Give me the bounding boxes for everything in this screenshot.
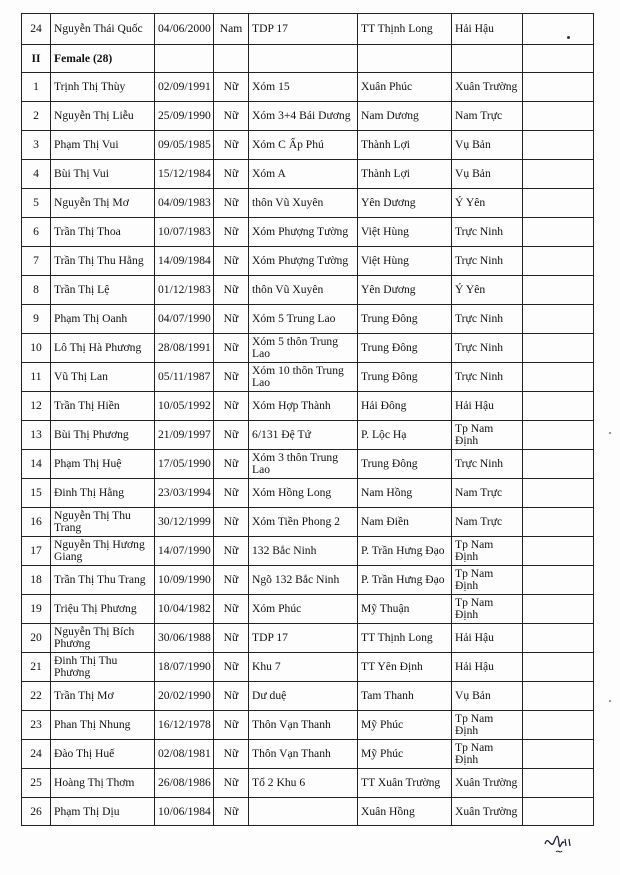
empty-cell	[214, 45, 249, 73]
district: Trực Ninh	[452, 305, 523, 334]
row-number: 16	[22, 508, 51, 537]
person-name: Trịnh Thị Thùy	[51, 73, 155, 102]
empty-cell	[523, 392, 594, 421]
empty-cell	[452, 45, 523, 73]
row-number: 9	[22, 305, 51, 334]
table-row	[22, 711, 594, 740]
district: Hải Hậu	[452, 392, 523, 421]
person-name: Bùi Thị Phương	[51, 421, 155, 450]
gender: Nữ	[214, 305, 249, 334]
row-number: 26	[22, 798, 51, 826]
commune: TT Thịnh Long	[358, 624, 452, 653]
table-row	[22, 392, 594, 421]
commune: Việt Hùng	[358, 247, 452, 276]
gender: Nữ	[214, 421, 249, 450]
gender: Nữ	[214, 479, 249, 508]
gender: Nữ	[214, 247, 249, 276]
person-name: Bùi Thị Vui	[51, 160, 155, 189]
row-number: 11	[22, 363, 51, 392]
empty-cell	[523, 363, 594, 392]
gender: Nữ	[214, 566, 249, 595]
empty-cell	[523, 682, 594, 711]
birth-date: 26/08/1986	[155, 769, 214, 798]
commune: TT Yên Định	[358, 653, 452, 682]
commune: Việt Hùng	[358, 218, 452, 247]
birth-date: 14/07/1990	[155, 537, 214, 566]
hamlet-address: Xóm 5 Trung Lao	[249, 305, 358, 334]
table-row	[22, 450, 594, 479]
gender: Nữ	[214, 102, 249, 131]
empty-cell	[523, 247, 594, 276]
birth-date: 04/09/1983	[155, 189, 214, 218]
person-name: Vũ Thị Lan	[51, 363, 155, 392]
birth-date: 21/09/1997	[155, 421, 214, 450]
hamlet-address: Xóm 5 thôn Trung Lao	[249, 334, 358, 363]
district: Vụ Bản	[452, 682, 523, 711]
person-name: Phạm Thị Oanh	[51, 305, 155, 334]
district: Vụ Bản	[452, 131, 523, 160]
district: Vụ Bản	[452, 160, 523, 189]
empty-cell	[523, 73, 594, 102]
empty-cell	[155, 45, 214, 73]
birth-date: 10/07/1983	[155, 218, 214, 247]
empty-cell	[523, 479, 594, 508]
birth-date: 04/06/2000	[155, 14, 214, 45]
hamlet-address: 6/131 Đệ Tứ	[249, 421, 358, 450]
person-name: Nguyễn Thị Hương Giang	[51, 537, 155, 566]
table-row	[22, 798, 594, 826]
row-number: 21	[22, 653, 51, 682]
row-number: 23	[22, 711, 51, 740]
hamlet-address: Xóm 3+4 Bái Dương	[249, 102, 358, 131]
commune: Trung Đông	[358, 305, 452, 334]
table-row	[22, 508, 594, 537]
row-number: 17	[22, 537, 51, 566]
person-name: Phạm Thị Dịu	[51, 798, 155, 826]
table-body	[22, 14, 594, 826]
commune: Trung Đông	[358, 363, 452, 392]
birth-date: 17/05/1990	[155, 450, 214, 479]
empty-cell	[523, 740, 594, 769]
table-row	[22, 73, 594, 102]
district: Trực Ninh	[452, 450, 523, 479]
hamlet-address: Thôn Vạn Thanh	[249, 711, 358, 740]
birth-date: 20/02/1990	[155, 682, 214, 711]
hamlet-address: Xóm C Ấp Phú	[249, 131, 358, 160]
table-row	[22, 305, 594, 334]
empty-cell	[523, 624, 594, 653]
gender: Nữ	[214, 160, 249, 189]
hamlet-address: TDP 17	[249, 14, 358, 45]
table-row	[22, 421, 594, 450]
table-row	[22, 189, 594, 218]
row-number: 18	[22, 566, 51, 595]
empty-cell	[523, 305, 594, 334]
commune: TT Xuân Trường	[358, 769, 452, 798]
district: Ý Yên	[452, 189, 523, 218]
hamlet-address: Tổ 2 Khu 6	[249, 769, 358, 798]
commune: Yên Dương	[358, 189, 452, 218]
section-header-row	[22, 45, 594, 73]
commune: Yên Dương	[358, 276, 452, 305]
hamlet-address: Ngõ 132 Bắc Ninh	[249, 566, 358, 595]
district: Tp Nam Định	[452, 421, 523, 450]
birth-date: 05/11/1987	[155, 363, 214, 392]
row-number: 6	[22, 218, 51, 247]
person-name: Đinh Thị Hằng	[51, 479, 155, 508]
table-row	[22, 160, 594, 189]
birth-date: 10/06/1984	[155, 798, 214, 826]
commune: Trung Đông	[358, 334, 452, 363]
row-number: 7	[22, 247, 51, 276]
birth-date: 02/08/1981	[155, 740, 214, 769]
person-name: Trần Thị Hiền	[51, 392, 155, 421]
row-number: 4	[22, 160, 51, 189]
person-name: Phạm Thị Vui	[51, 131, 155, 160]
hamlet-address: Xóm Hồng Long	[249, 479, 358, 508]
table-row	[22, 537, 594, 566]
table-row	[22, 566, 594, 595]
person-name: Triệu Thị Phương	[51, 595, 155, 624]
row-number: 10	[22, 334, 51, 363]
row-number: 19	[22, 595, 51, 624]
gender: Nữ	[214, 450, 249, 479]
gender: Nữ	[214, 131, 249, 160]
birth-date: 01/12/1983	[155, 276, 214, 305]
birth-date: 30/06/1988	[155, 624, 214, 653]
district: Nam Trực	[452, 102, 523, 131]
empty-cell	[523, 537, 594, 566]
hamlet-address: Xóm 10 thôn Trung Lao	[249, 363, 358, 392]
row-number: 14	[22, 450, 51, 479]
birth-date: 10/05/1992	[155, 392, 214, 421]
gender: Nữ	[214, 769, 249, 798]
empty-cell	[523, 102, 594, 131]
row-number: 13	[22, 421, 51, 450]
empty-cell	[523, 189, 594, 218]
empty-cell	[523, 131, 594, 160]
district: Nam Trực	[452, 508, 523, 537]
empty-cell	[523, 508, 594, 537]
table-row	[22, 218, 594, 247]
birth-date: 14/09/1984	[155, 247, 214, 276]
gender: Nữ	[214, 711, 249, 740]
row-number: 25	[22, 769, 51, 798]
person-name: Trần Thị Thoa	[51, 218, 155, 247]
district: Nam Trực	[452, 479, 523, 508]
row-number: 12	[22, 392, 51, 421]
empty-cell	[523, 566, 594, 595]
person-name: Phan Thị Nhung	[51, 711, 155, 740]
stray-mark	[567, 36, 570, 39]
empty-cell	[523, 798, 594, 826]
gender: Nữ	[214, 276, 249, 305]
gender: Nữ	[214, 624, 249, 653]
district: Tp Nam Định	[452, 537, 523, 566]
commune: TT Thịnh Long	[358, 14, 452, 45]
table-row	[22, 653, 594, 682]
person-name: Nguyễn Thị Bích Phương	[51, 624, 155, 653]
person-name: Đào Thị Huế	[51, 740, 155, 769]
person-name: Lô Thị Hà Phương	[51, 334, 155, 363]
row-number: 1	[22, 73, 51, 102]
gender: Nữ	[214, 392, 249, 421]
birth-date: 10/04/1982	[155, 595, 214, 624]
person-name: Nguyễn Thị Mơ	[51, 189, 155, 218]
row-number: 22	[22, 682, 51, 711]
hamlet-address: 132 Bắc Ninh	[249, 537, 358, 566]
hamlet-address: Xóm Hợp Thành	[249, 392, 358, 421]
person-name: Trần Thị Lệ	[51, 276, 155, 305]
empty-cell	[523, 769, 594, 798]
district: Trực Ninh	[452, 218, 523, 247]
person-name: Hoàng Thị Thơm	[51, 769, 155, 798]
district: Tp Nam Định	[452, 566, 523, 595]
table-row	[22, 131, 594, 160]
table-row	[22, 624, 594, 653]
commune: Mỹ Phúc	[358, 740, 452, 769]
hamlet-address: TDP 17	[249, 624, 358, 653]
district: Trực Ninh	[452, 363, 523, 392]
table-row	[22, 769, 594, 798]
district: Hải Hậu	[452, 653, 523, 682]
scan-speck	[609, 432, 611, 434]
gender: Nữ	[214, 218, 249, 247]
hamlet-address: Xóm 3 thôn Trung Lao	[249, 450, 358, 479]
district: Tp Nam Định	[452, 595, 523, 624]
empty-cell	[523, 653, 594, 682]
commune: Xuân Hồng	[358, 798, 452, 826]
gender: Nữ	[214, 595, 249, 624]
table-row	[22, 334, 594, 363]
empty-cell	[523, 160, 594, 189]
section-number: II	[22, 45, 51, 73]
empty-cell	[523, 334, 594, 363]
hamlet-address: thôn Vũ Xuyên	[249, 276, 358, 305]
empty-cell	[358, 45, 452, 73]
hamlet-address: Xóm Phượng Tường	[249, 247, 358, 276]
commune: Tam Thanh	[358, 682, 452, 711]
hamlet-address: Xóm Phúc	[249, 595, 358, 624]
birth-date: 16/12/1978	[155, 711, 214, 740]
commune: Thành Lợi	[358, 160, 452, 189]
empty-cell	[523, 14, 594, 45]
commune: Xuân Phúc	[358, 73, 452, 102]
gender: Nữ	[214, 537, 249, 566]
commune: P. Trần Hưng Đạo	[358, 537, 452, 566]
hamlet-address: Dư duệ	[249, 682, 358, 711]
hamlet-address: thôn Vũ Xuyên	[249, 189, 358, 218]
table-row	[22, 682, 594, 711]
row-number: 2	[22, 102, 51, 131]
table-row	[22, 595, 594, 624]
commune: P. Trần Hưng Đạo	[358, 566, 452, 595]
birth-date: 23/03/1994	[155, 479, 214, 508]
person-name: Trần Thị Thu Hằng	[51, 247, 155, 276]
commune: Thành Lợi	[358, 131, 452, 160]
row-number: 3	[22, 131, 51, 160]
birth-date: 09/05/1985	[155, 131, 214, 160]
birth-date: 25/09/1990	[155, 102, 214, 131]
district: Xuân Trường	[452, 73, 523, 102]
district: Xuân Trường	[452, 798, 523, 826]
empty-cell	[523, 421, 594, 450]
scan-speck	[609, 700, 611, 702]
gender: Nữ	[214, 189, 249, 218]
commune: Trung Đông	[358, 450, 452, 479]
commune: P. Lộc Hạ	[358, 421, 452, 450]
birth-date: 15/12/1984	[155, 160, 214, 189]
hamlet-address	[249, 798, 358, 826]
commune: Nam Hồng	[358, 479, 452, 508]
empty-cell	[523, 276, 594, 305]
district: Tp Nam Định	[452, 711, 523, 740]
row-number: 24	[22, 740, 51, 769]
district: Trực Ninh	[452, 247, 523, 276]
district: Tp Nam Định	[452, 740, 523, 769]
empty-cell	[523, 45, 594, 73]
birth-date: 02/09/1991	[155, 73, 214, 102]
empty-cell	[523, 450, 594, 479]
table-row	[22, 479, 594, 508]
gender: Nữ	[214, 334, 249, 363]
district: Ý Yên	[452, 276, 523, 305]
birth-date: 28/08/1991	[155, 334, 214, 363]
row-number: 15	[22, 479, 51, 508]
gender: Nam	[214, 14, 249, 45]
table-row	[22, 102, 594, 131]
district: Hải Hậu	[452, 624, 523, 653]
person-name: Trần Thị Thu Trang	[51, 566, 155, 595]
person-name: Nguyễn Thị Liễu	[51, 102, 155, 131]
birth-date: 10/09/1990	[155, 566, 214, 595]
gender: Nữ	[214, 73, 249, 102]
gender: Nữ	[214, 363, 249, 392]
hamlet-address: Xóm Phượng Tường	[249, 218, 358, 247]
hamlet-address: Xóm 15	[249, 73, 358, 102]
table-row	[22, 14, 594, 45]
table-row	[22, 740, 594, 769]
empty-cell	[523, 218, 594, 247]
gender: Nữ	[214, 653, 249, 682]
district: Hải Hậu	[452, 14, 523, 45]
participant-table	[21, 13, 594, 826]
row-number: 5	[22, 189, 51, 218]
person-name: Phạm Thị Huệ	[51, 450, 155, 479]
hamlet-address: Xóm A	[249, 160, 358, 189]
person-name: Trần Thị Mơ	[51, 682, 155, 711]
table-row	[22, 276, 594, 305]
row-number: 20	[22, 624, 51, 653]
row-number: 24	[22, 14, 51, 45]
district: Trực Ninh	[452, 334, 523, 363]
table-row	[22, 247, 594, 276]
commune: Nam Dương	[358, 102, 452, 131]
empty-cell	[523, 595, 594, 624]
gender: Nữ	[214, 740, 249, 769]
empty-cell	[523, 711, 594, 740]
commune: Hải Đông	[358, 392, 452, 421]
section-label: Female (28)	[51, 45, 155, 73]
table-row	[22, 363, 594, 392]
initials-signature	[542, 830, 584, 856]
district: Xuân Trường	[452, 769, 523, 798]
person-name: Đinh Thị Thu Phương	[51, 653, 155, 682]
commune: Mỹ Thuận	[358, 595, 452, 624]
birth-date: 04/07/1990	[155, 305, 214, 334]
hamlet-address: Thôn Vạn Thanh	[249, 740, 358, 769]
empty-cell	[249, 45, 358, 73]
gender: Nữ	[214, 508, 249, 537]
hamlet-address: Khu 7	[249, 653, 358, 682]
hamlet-address: Xóm Tiền Phong 2	[249, 508, 358, 537]
gender: Nữ	[214, 798, 249, 826]
commune: Nam Điền	[358, 508, 452, 537]
birth-date: 18/07/1990	[155, 653, 214, 682]
commune: Mỹ Phúc	[358, 711, 452, 740]
person-name: Nguyễn Thị Thu Trang	[51, 508, 155, 537]
birth-date: 30/12/1999	[155, 508, 214, 537]
person-name: Nguyễn Thái Quốc	[51, 14, 155, 45]
row-number: 8	[22, 276, 51, 305]
gender: Nữ	[214, 682, 249, 711]
